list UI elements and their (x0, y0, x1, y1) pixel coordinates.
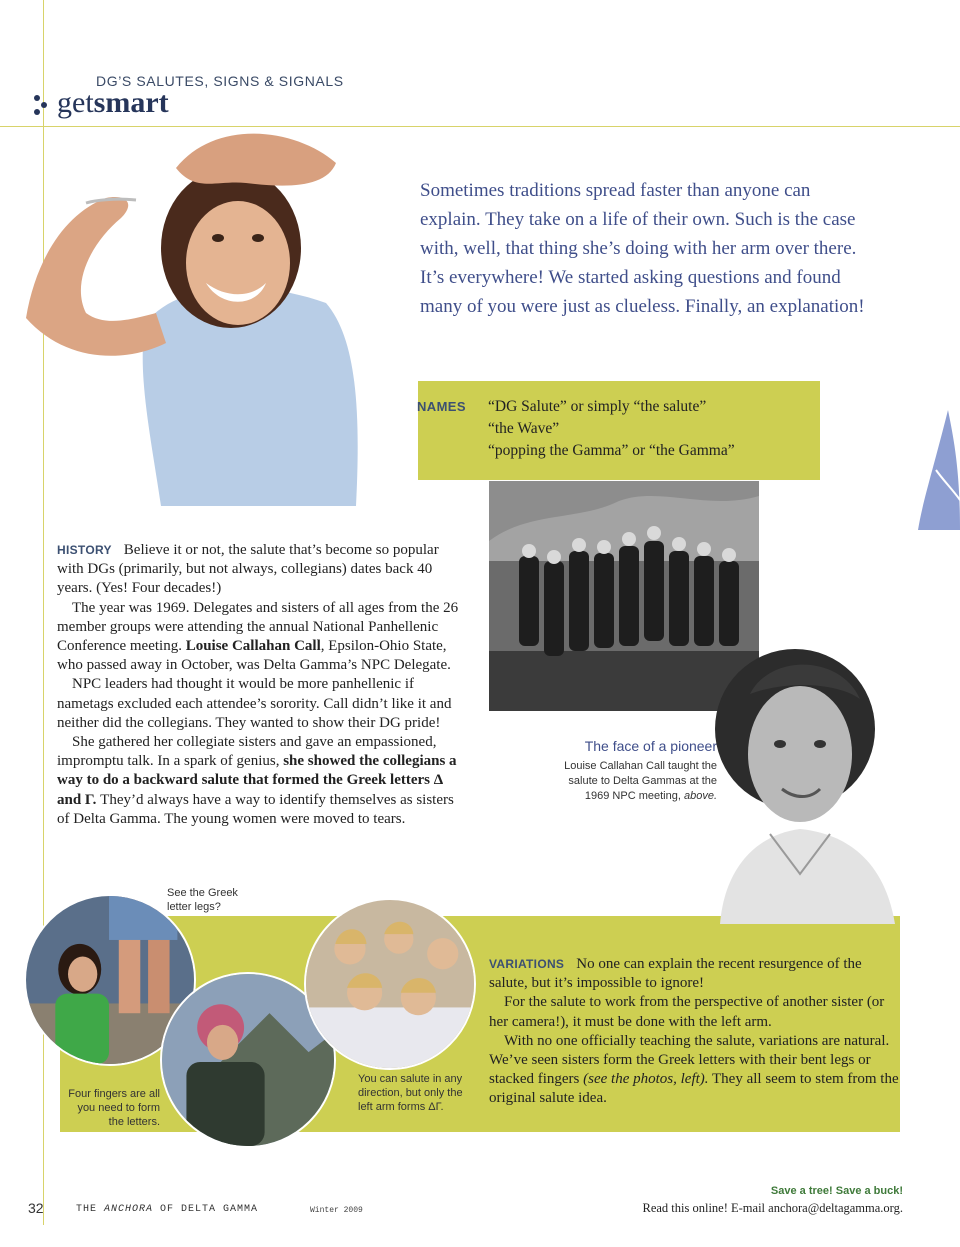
column-title: getsmart (57, 86, 169, 119)
history-label: HISTORY (57, 543, 112, 557)
direction-photo-caption: You can salute in any direction, but only the left arm forms ΔΓ. (358, 1073, 463, 1113)
issue-date: Winter 2009 (310, 1206, 363, 1215)
cropped-photo-edge (918, 410, 960, 530)
legs-photo-caption: See the Greek letter legs? (167, 887, 238, 913)
history-section: HISTORY Believe it or not, the salute that’s become so popular with DGs (primarily, but not always, collegians) dates back 40 years. (Yes! Four decades!) The year was 1969. Delegates and sisters of all ages from the 26 member groups were attending the annual National Panhellenic Conference meeting. Louise Callahan Call, Epsilon-Ohio State, who passed away in October, was Delta Gamma’s NPC Delegate. NPC leaders had thought it would be more panhellenic if nametags excluded each attendee’s sorority. Call didn’t like it and neither did the collegians. They wanted to show their DG pride! She gathered her collegiate sisters and gave an empassioned, impromptu talk. In a spark of genius, she showed the collegians a way to do a backward salute that formed the Greek letters Δ and Γ. They’d always have a way to identify themselves as sisters of Delta Gamma. The young women were moved to tears. (57, 542, 459, 827)
variations-label: VARIATIONS (489, 957, 565, 971)
read-online-note: Read this online! E-mail anchora@deltagamma.org. (642, 1201, 903, 1215)
save-a-tree-note: Save a tree! Save a buck! (770, 1185, 903, 1197)
pioneer-caption-title: The face of a pioneer (584, 738, 717, 754)
pioneer-caption-body: Louise Callahan Call taught the salute to Delta Gammas at the 1969 NPC meeting, above. (564, 760, 717, 802)
variations-section: VARIATIONS No one can explain the recent resurgence of the salute, but it’s impossible to ignore! For the salute to work from the perspective of another sister (or her camera!), it must be done with the left arm. With no one officially teaching the salute, variations are natural. We’ve seen sisters form the Greek letters with their bent legs or stacked fingers (see the photos, left). They all seem to stem from the original salute idea. (489, 956, 899, 1107)
fingers-photo-caption: Four fingers are all you need to form the letters. (68, 1088, 160, 1128)
section-kicker: DG’S SALUTES, SIGNS & SIGNALS (96, 73, 344, 89)
saluting-girl-photo (26, 108, 366, 506)
group-salute-photo (304, 898, 476, 1070)
name-item: “the Wave” (488, 420, 560, 437)
name-item: “DG Salute” or simply “the salute” (488, 398, 707, 415)
pioneer-portrait-photo (700, 634, 900, 924)
page-number: 32 (28, 1200, 44, 1216)
name-item: “popping the Gamma” or “the Gamma” (488, 442, 735, 459)
names-list (488, 396, 735, 462)
names-label: NAMES (417, 399, 466, 414)
publication-name: THE ANCHORA OF DELTA GAMMA (76, 1204, 259, 1215)
intro-paragraph: Sometimes traditions spread faster than anyone can explain. They take on a life of their own. Such is the case with, well, that thing she’s doing with her arm over there. It’s everywhere! We started asking questions and found many of you were just as clueless. Finally, an explanation! (420, 180, 865, 317)
